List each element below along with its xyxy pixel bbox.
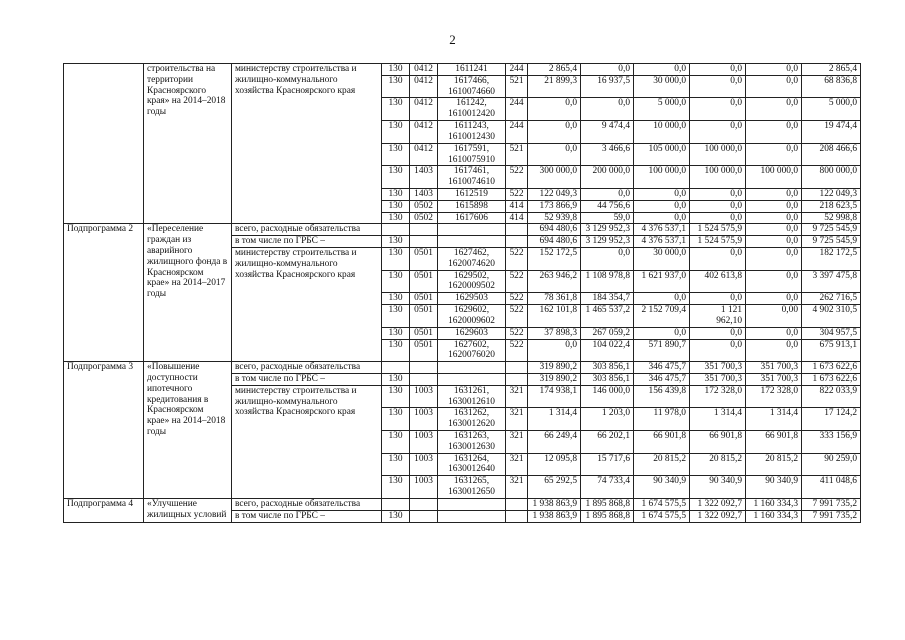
table-row [64, 224, 861, 236]
vr-cell: 244 [506, 121, 528, 144]
program-cell [64, 64, 144, 224]
value-cell: 74 733,4 [581, 476, 634, 499]
value-cell: 162 101,8 [528, 305, 581, 328]
value-cell: 263 946,2 [528, 270, 581, 293]
value-cell: 0,0 [746, 121, 802, 144]
total-cell: 304 957,5 [802, 327, 861, 339]
grbs-cell: 130 [382, 293, 410, 305]
value-cell: 90 340,9 [634, 476, 690, 499]
value-cell: 2 152 709,4 [634, 305, 690, 328]
value-cell: 0,0 [634, 64, 690, 76]
value-cell: 4 376 537,1 [634, 236, 690, 248]
value-cell: 1 160 334,3 [746, 498, 802, 510]
total-cell: 7 991 735,2 [802, 510, 861, 522]
value-cell: 5 000,0 [634, 98, 690, 121]
value-cell: 20 815,2 [746, 453, 802, 476]
vr-cell: 244 [506, 64, 528, 76]
value-cell: 0,0 [746, 236, 802, 248]
total-cell: 17 124,2 [802, 408, 861, 431]
csr-cell [438, 362, 506, 374]
value-cell: 0,0 [746, 188, 802, 200]
value-cell: 3 466,6 [581, 143, 634, 166]
vr-cell: 244 [506, 98, 528, 121]
total-cell: 1 673 622,6 [802, 373, 861, 385]
value-cell: 0,0 [581, 98, 634, 121]
rzpr-cell [410, 236, 438, 248]
vr-cell: 321 [506, 453, 528, 476]
value-cell: 1 121 962,10 [690, 305, 746, 328]
responsible-cell: всего, расходные обязательства [232, 498, 382, 510]
table-body [64, 64, 861, 523]
value-cell: 571 890,7 [634, 339, 690, 362]
total-cell: 262 716,5 [802, 293, 861, 305]
grbs-cell: 130 [382, 476, 410, 499]
value-cell: 351 700,3 [690, 373, 746, 385]
total-cell: 7 991 735,2 [802, 498, 861, 510]
value-cell: 172 328,0 [690, 385, 746, 408]
program-cell: Подпрограмма 4 [64, 498, 144, 522]
vr-cell: 522 [506, 327, 528, 339]
rzpr-cell: 1003 [410, 476, 438, 499]
value-cell: 4 376 537,1 [634, 224, 690, 236]
value-cell: 100 000,0 [634, 166, 690, 189]
value-cell: 16 937,5 [581, 75, 634, 98]
csr-cell: 1629503 [438, 293, 506, 305]
csr-cell: 1611241 [438, 64, 506, 76]
value-cell: 122 049,3 [528, 188, 581, 200]
value-cell: 21 899,3 [528, 75, 581, 98]
value-cell: 0,0 [746, 327, 802, 339]
value-cell: 1 895 868,8 [581, 498, 634, 510]
value-cell: 12 095,8 [528, 453, 581, 476]
total-cell: 182 172,5 [802, 248, 861, 271]
csr-cell: 1631262, 1630012620 [438, 408, 506, 431]
value-cell: 0,0 [634, 200, 690, 212]
vr-cell [506, 510, 528, 522]
value-cell: 1 938 863,9 [528, 510, 581, 522]
value-cell: 3 129 952,3 [581, 236, 634, 248]
value-cell: 3 129 952,3 [581, 224, 634, 236]
value-cell: 1 674 575,5 [634, 498, 690, 510]
value-cell: 402 613,8 [690, 270, 746, 293]
value-cell: 1 203,0 [581, 408, 634, 431]
value-cell: 0,0 [746, 248, 802, 271]
rzpr-cell: 0412 [410, 64, 438, 76]
grbs-cell: 130 [382, 339, 410, 362]
csr-cell: 1612519 [438, 188, 506, 200]
rzpr-cell: 0501 [410, 305, 438, 328]
value-cell: 66 901,8 [746, 431, 802, 454]
rzpr-cell [410, 362, 438, 374]
rzpr-cell: 0412 [410, 98, 438, 121]
value-cell: 319 890,2 [528, 373, 581, 385]
csr-cell: 1617591, 1610075910 [438, 143, 506, 166]
value-cell: 10 000,0 [634, 121, 690, 144]
value-cell: 0,0 [690, 327, 746, 339]
value-cell: 0,0 [746, 339, 802, 362]
value-cell: 100 000,0 [690, 143, 746, 166]
value-cell: 104 022,4 [581, 339, 634, 362]
csr-cell: 1631263, 1630012630 [438, 431, 506, 454]
value-cell: 0,0 [690, 75, 746, 98]
value-cell: 66 901,8 [634, 431, 690, 454]
responsible-cell: министерству строительства и жилищно-коммунального хозяйства Красноярского края [232, 385, 382, 498]
total-cell: 9 725 545,9 [802, 224, 861, 236]
value-cell: 44 756,6 [581, 200, 634, 212]
value-cell: 78 361,8 [528, 293, 581, 305]
page-number: 2 [449, 32, 456, 47]
csr-cell: 1631264, 1630012640 [438, 453, 506, 476]
value-cell: 30 000,0 [634, 75, 690, 98]
rzpr-cell: 1003 [410, 431, 438, 454]
value-cell: 346 475,7 [634, 362, 690, 374]
vr-cell: 522 [506, 293, 528, 305]
value-cell: 300 000,0 [528, 166, 581, 189]
value-cell: 0,0 [690, 121, 746, 144]
vr-cell: 522 [506, 188, 528, 200]
value-cell: 0,0 [746, 98, 802, 121]
vr-cell: 521 [506, 75, 528, 98]
total-cell: 122 049,3 [802, 188, 861, 200]
responsible-cell: в том числе по ГРБС – [232, 373, 382, 385]
total-cell: 675 913,1 [802, 339, 861, 362]
value-cell: 1 938 863,9 [528, 498, 581, 510]
rzpr-cell: 0501 [410, 327, 438, 339]
value-cell: 105 000,0 [634, 143, 690, 166]
value-cell: 1 322 092,7 [690, 510, 746, 522]
total-cell: 52 998,8 [802, 212, 861, 224]
value-cell: 0,0 [746, 224, 802, 236]
value-cell: 346 475,7 [634, 373, 690, 385]
responsible-cell: министерству строительства и жилищно-коммунального хозяйства Красноярского края [232, 64, 382, 224]
grbs-cell: 130 [382, 75, 410, 98]
value-cell: 20 815,2 [634, 453, 690, 476]
value-cell: 351 700,3 [690, 362, 746, 374]
responsible-cell: всего, расходные обязательства [232, 224, 382, 236]
csr-cell: 1627462, 1620074620 [438, 248, 506, 271]
value-cell: 694 480,6 [528, 224, 581, 236]
program-name-cell: «Переселение граждан из аварийного жилищного фонда в Красноярском крае» на 2014–2017 годы [144, 224, 232, 362]
rzpr-cell: 0501 [410, 293, 438, 305]
value-cell: 694 480,6 [528, 236, 581, 248]
value-cell: 1 895 868,8 [581, 510, 634, 522]
program-cell: Подпрограмма 2 [64, 224, 144, 362]
value-cell: 1 314,4 [746, 408, 802, 431]
vr-cell [506, 373, 528, 385]
rzpr-cell: 0412 [410, 143, 438, 166]
total-cell: 411 048,6 [802, 476, 861, 499]
vr-cell: 522 [506, 339, 528, 362]
value-cell: 200 000,0 [581, 166, 634, 189]
value-cell: 0,0 [690, 98, 746, 121]
value-cell: 1 314,4 [690, 408, 746, 431]
vr-cell: 321 [506, 476, 528, 499]
rzpr-cell: 0502 [410, 212, 438, 224]
value-cell: 0,0 [690, 200, 746, 212]
grbs-cell: 130 [382, 408, 410, 431]
value-cell: 66 202,1 [581, 431, 634, 454]
vr-cell: 414 [506, 200, 528, 212]
vr-cell: 522 [506, 305, 528, 328]
value-cell: 90 340,9 [746, 476, 802, 499]
value-cell: 37 898,3 [528, 327, 581, 339]
value-cell: 0,0 [528, 98, 581, 121]
total-cell: 5 000,0 [802, 98, 861, 121]
value-cell: 152 172,5 [528, 248, 581, 271]
value-cell: 0,0 [634, 212, 690, 224]
value-cell: 0,0 [634, 327, 690, 339]
grbs-cell: 130 [382, 200, 410, 212]
grbs-cell: 130 [382, 431, 410, 454]
table-row [64, 64, 861, 76]
value-cell: 0,0 [746, 75, 802, 98]
value-cell: 30 000,0 [634, 248, 690, 271]
grbs-cell: 130 [382, 385, 410, 408]
value-cell: 90 340,9 [690, 476, 746, 499]
value-cell: 172 328,0 [746, 385, 802, 408]
total-cell: 68 836,8 [802, 75, 861, 98]
value-cell: 0,0 [581, 188, 634, 200]
vr-cell [506, 498, 528, 510]
total-cell: 822 033,9 [802, 385, 861, 408]
value-cell: 66 249,4 [528, 431, 581, 454]
grbs-cell: 130 [382, 248, 410, 271]
csr-cell [438, 224, 506, 236]
value-cell: 0,0 [690, 188, 746, 200]
rzpr-cell: 1403 [410, 166, 438, 189]
value-cell: 156 439,8 [634, 385, 690, 408]
value-cell: 66 901,8 [690, 431, 746, 454]
value-cell: 146 000,0 [581, 385, 634, 408]
value-cell: 9 474,4 [581, 121, 634, 144]
total-cell: 9 725 545,9 [802, 236, 861, 248]
value-cell: 0,0 [581, 248, 634, 271]
value-cell: 1 322 092,7 [690, 498, 746, 510]
value-cell: 0,0 [690, 248, 746, 271]
responsible-cell: министерству строительства и жилищно-коммунального хозяйства Красноярского края [232, 248, 382, 362]
vr-cell: 521 [506, 143, 528, 166]
total-cell: 800 000,0 [802, 166, 861, 189]
value-cell: 15 717,6 [581, 453, 634, 476]
grbs-cell [382, 498, 410, 510]
value-cell: 1 524 575,9 [690, 236, 746, 248]
value-cell: 0,0 [690, 64, 746, 76]
value-cell: 0,0 [746, 143, 802, 166]
csr-cell: 1611243, 1610012430 [438, 121, 506, 144]
value-cell: 65 292,5 [528, 476, 581, 499]
value-cell: 0,0 [581, 64, 634, 76]
value-cell: 319 890,2 [528, 362, 581, 374]
value-cell: 351 700,3 [746, 362, 802, 374]
value-cell: 0,0 [528, 339, 581, 362]
value-cell: 267 059,2 [581, 327, 634, 339]
value-cell: 303 856,1 [581, 373, 634, 385]
value-cell: 1 465 537,2 [581, 305, 634, 328]
csr-cell: 1629603 [438, 327, 506, 339]
value-cell: 52 939,8 [528, 212, 581, 224]
grbs-cell: 130 [382, 270, 410, 293]
grbs-cell: 130 [382, 143, 410, 166]
rzpr-cell: 1003 [410, 453, 438, 476]
value-cell: 0,0 [634, 293, 690, 305]
value-cell: 1 108 978,8 [581, 270, 634, 293]
table-row [64, 362, 861, 374]
program-name-cell: «Улучшение жилищных условий [144, 498, 232, 522]
value-cell: 0,0 [690, 339, 746, 362]
value-cell: 0,0 [746, 293, 802, 305]
grbs-cell: 130 [382, 305, 410, 328]
total-cell: 4 902 310,5 [802, 305, 861, 328]
vr-cell: 522 [506, 166, 528, 189]
rzpr-cell: 1003 [410, 408, 438, 431]
program-name-cell: строительства на территории Красноярского края» на 2014–2018 годы [144, 64, 232, 224]
grbs-cell: 130 [382, 166, 410, 189]
vr-cell: 321 [506, 385, 528, 408]
total-cell: 3 397 475,8 [802, 270, 861, 293]
vr-cell: 414 [506, 212, 528, 224]
table-row [64, 498, 861, 510]
value-cell: 174 938,1 [528, 385, 581, 408]
csr-cell: 1627602, 1620076020 [438, 339, 506, 362]
rzpr-cell [410, 498, 438, 510]
grbs-cell: 130 [382, 64, 410, 76]
total-cell: 2 865,4 [802, 64, 861, 76]
csr-cell: 1631265, 1630012650 [438, 476, 506, 499]
budget-table [63, 63, 861, 523]
vr-cell [506, 362, 528, 374]
csr-cell: 1629602, 1620009602 [438, 305, 506, 328]
total-cell: 333 156,9 [802, 431, 861, 454]
value-cell: 1 314,4 [528, 408, 581, 431]
csr-cell [438, 510, 506, 522]
value-cell: 0,0 [528, 121, 581, 144]
total-cell: 90 259,0 [802, 453, 861, 476]
total-cell: 218 623,5 [802, 200, 861, 212]
value-cell: 0,0 [634, 188, 690, 200]
responsible-cell: всего, расходные обязательства [232, 362, 382, 374]
rzpr-cell: 0502 [410, 200, 438, 212]
grbs-cell: 130 [382, 510, 410, 522]
rzpr-cell [410, 510, 438, 522]
grbs-cell: 130 [382, 453, 410, 476]
total-cell: 1 673 622,6 [802, 362, 861, 374]
value-cell: 1 674 575,5 [634, 510, 690, 522]
csr-cell: 1631261, 1630012610 [438, 385, 506, 408]
grbs-cell: 130 [382, 212, 410, 224]
rzpr-cell [410, 224, 438, 236]
value-cell: 59,0 [581, 212, 634, 224]
grbs-cell: 130 [382, 327, 410, 339]
value-cell: 1 160 334,3 [746, 510, 802, 522]
value-cell: 100 000,0 [690, 166, 746, 189]
grbs-cell [382, 362, 410, 374]
grbs-cell: 130 [382, 98, 410, 121]
value-cell: 100 000,0 [746, 166, 802, 189]
value-cell: 173 866,9 [528, 200, 581, 212]
value-cell: 2 865,4 [528, 64, 581, 76]
csr-cell: 1617466, 1610074660 [438, 75, 506, 98]
vr-cell: 522 [506, 248, 528, 271]
grbs-cell: 130 [382, 121, 410, 144]
grbs-cell [382, 224, 410, 236]
value-cell: 351 700,3 [746, 373, 802, 385]
rzpr-cell: 0501 [410, 339, 438, 362]
grbs-cell: 130 [382, 236, 410, 248]
value-cell: 11 978,0 [634, 408, 690, 431]
total-cell: 208 466,6 [802, 143, 861, 166]
csr-cell: 1617461, 1610074610 [438, 166, 506, 189]
csr-cell [438, 236, 506, 248]
csr-cell: 1617606 [438, 212, 506, 224]
value-cell: 0,0 [690, 293, 746, 305]
csr-cell: 1615898 [438, 200, 506, 212]
program-name-cell: «Повышение доступности ипотечного кредитования в Красноярском крае» на 2014–2018 годы [144, 362, 232, 499]
responsible-cell: в том числе по ГРБС – [232, 510, 382, 522]
csr-cell: 161242, 1610012420 [438, 98, 506, 121]
value-cell: 20 815,2 [690, 453, 746, 476]
value-cell: 303 856,1 [581, 362, 634, 374]
vr-cell: 321 [506, 408, 528, 431]
value-cell: 0,0 [746, 64, 802, 76]
rzpr-cell: 1403 [410, 188, 438, 200]
rzpr-cell: 0412 [410, 121, 438, 144]
csr-cell: 1629502, 1620009502 [438, 270, 506, 293]
value-cell: 0,0 [746, 200, 802, 212]
rzpr-cell: 1003 [410, 385, 438, 408]
value-cell: 0,0 [746, 212, 802, 224]
value-cell: 0,0 [690, 212, 746, 224]
program-cell: Подпрограмма 3 [64, 362, 144, 499]
value-cell: 0,0 [746, 270, 802, 293]
responsible-cell: в том числе по ГРБС – [232, 236, 382, 248]
rzpr-cell: 0501 [410, 248, 438, 271]
value-cell: 1 621 937,0 [634, 270, 690, 293]
vr-cell: 522 [506, 270, 528, 293]
total-cell: 19 474,4 [802, 121, 861, 144]
grbs-cell: 130 [382, 188, 410, 200]
value-cell: 1 524 575,9 [690, 224, 746, 236]
vr-cell: 321 [506, 431, 528, 454]
value-cell: 0,00 [746, 305, 802, 328]
csr-cell [438, 498, 506, 510]
vr-cell [506, 224, 528, 236]
rzpr-cell [410, 373, 438, 385]
vr-cell [506, 236, 528, 248]
csr-cell [438, 373, 506, 385]
value-cell: 0,0 [528, 143, 581, 166]
rzpr-cell: 0412 [410, 75, 438, 98]
value-cell: 184 354,7 [581, 293, 634, 305]
grbs-cell: 130 [382, 373, 410, 385]
rzpr-cell: 0501 [410, 270, 438, 293]
